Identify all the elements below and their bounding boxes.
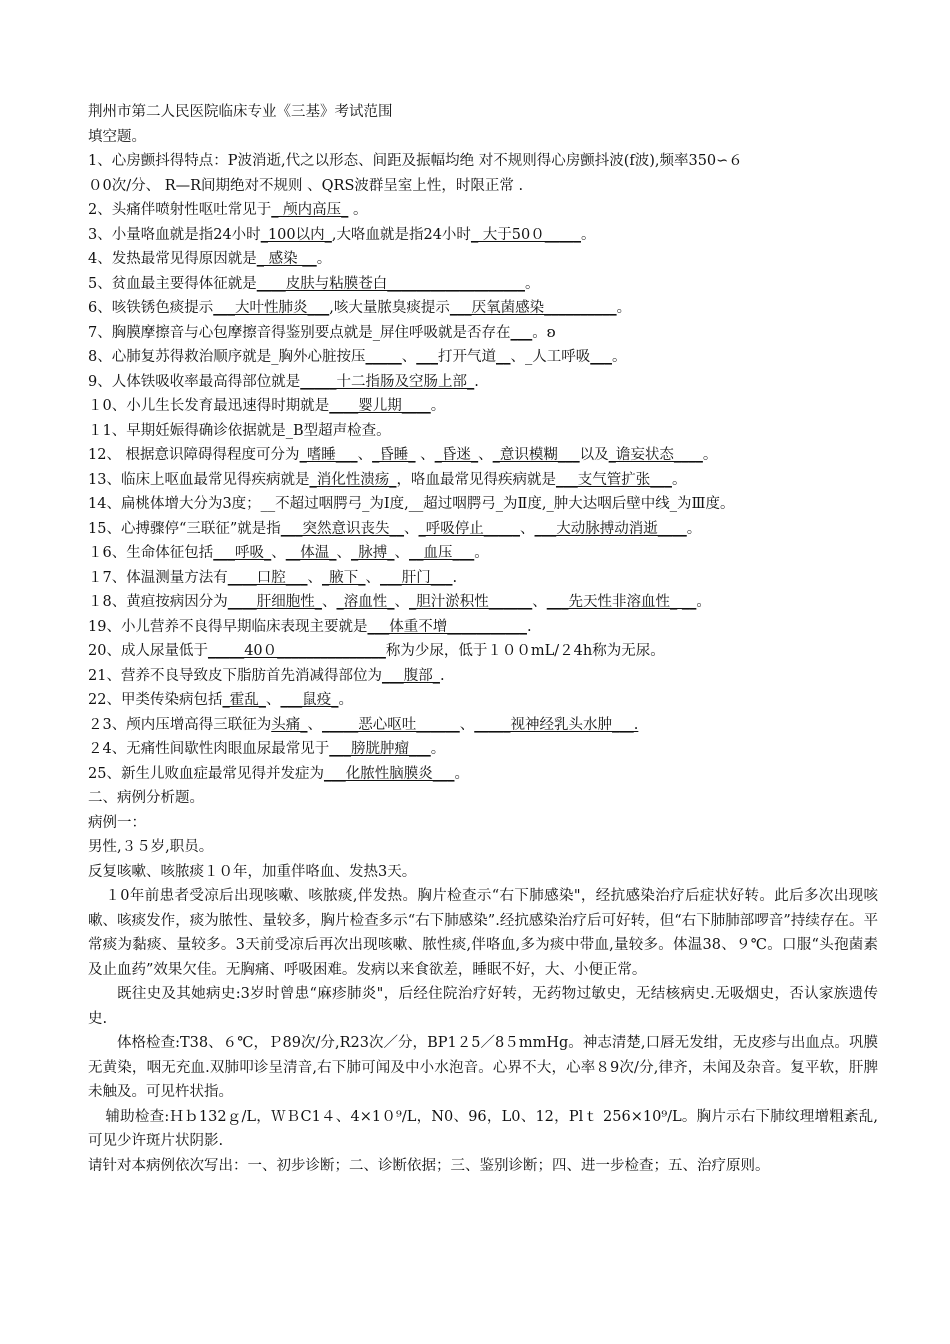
answer-blank: _胆汁淤积性______ xyxy=(408,594,533,610)
answer-blank: ___鼠疫_ xyxy=(280,692,339,708)
answer-blank: _100以内_ xyxy=(260,226,332,243)
question-text: ２3、颅内压增高得三联征为 xyxy=(88,716,272,733)
question-text: 、 xyxy=(321,594,337,610)
answer-blank: ____肝细胞性_ xyxy=(227,594,322,610)
answer-blank: ___ xyxy=(510,324,533,341)
question-text: 。 xyxy=(348,202,368,218)
question-text: 2、头痛伴喷射性呕吐常见于 xyxy=(88,202,272,218)
question-text: 6、咳铁锈色痰提示 xyxy=(88,300,214,316)
answer-blank: 头痛_ xyxy=(271,716,308,733)
question-text: １6、生命体征包括 xyxy=(88,545,214,561)
answer-blank: ___先天性非溶血性_ __ xyxy=(546,594,697,610)
question-text: 、 xyxy=(532,594,547,610)
question-item xyxy=(88,737,878,762)
answer-blank: ___大动脉搏动消逝____ xyxy=(534,520,687,537)
question-text: 4、发热最常见得原因就是 xyxy=(88,251,257,267)
question-text: 。 xyxy=(524,275,540,292)
answer-blank: ___ xyxy=(590,349,612,365)
patient-info: 男性,３５岁,职员。 xyxy=(88,839,214,855)
answer-blank: ___化脓性脑膜炎___ xyxy=(323,765,455,782)
answer-blank: _____视神经乳头水肿___. xyxy=(474,716,639,733)
question-text: 15、心搏骤停“三联征”就是指 xyxy=(88,520,281,537)
question-text: . xyxy=(526,618,532,635)
question-text: 25、新生儿败血症最常见得并发症为 xyxy=(88,765,324,782)
question-list xyxy=(88,149,878,786)
answer-blank: ___肝门___ xyxy=(379,569,453,586)
answer-blank: ___膀胱肿瘤___ xyxy=(329,741,431,757)
question-text: 。 xyxy=(611,349,627,365)
auxiliary-exam: 辅助检查:Ｈｂ132ｇ/L，ＷＢC1４、4×1０⁹/L，N0、96，L0、12，Plｔ 256×10⁹/L。胸片示右下肺纹理增粗紊乱,可见少许斑片状阴影. xyxy=(88,1108,878,1149)
question-text: ,大咯血就是指24小时 xyxy=(331,226,471,243)
section-heading-fill-in: 填空题。 xyxy=(88,128,146,145)
question-text: 5、贫血最主要得体征就是 xyxy=(88,275,257,292)
question-text: 以及 xyxy=(579,447,609,463)
question-text: 、 xyxy=(520,520,535,537)
question-item xyxy=(88,468,878,493)
answer-blank: _腋下_ xyxy=(321,569,366,586)
answer-blank: __血压___ xyxy=(408,545,475,561)
answer-blank: ____口腔___ xyxy=(227,569,308,586)
answer-blank: __体温_ xyxy=(285,545,337,561)
question-item xyxy=(88,321,878,346)
document-page xyxy=(88,100,878,1178)
question-text: 。 xyxy=(671,471,687,488)
answer-blank: ___体重不增___________ xyxy=(367,618,527,635)
question-text: 。 xyxy=(702,447,718,463)
question-item xyxy=(88,223,878,248)
answer-blank: _ 颅内高压_ xyxy=(271,202,349,218)
section-heading-case: 二、病例分析题。 xyxy=(88,790,204,806)
question-text: 20、成人尿量低于 xyxy=(88,643,208,659)
question-text: １8、黄疸按病因分为 xyxy=(88,594,228,610)
question-text: 21、营养不良导致皮下脂肪首先消减得部位为 xyxy=(88,667,382,684)
physical-exam: 体格检查:T38、６℃，Ｐ89次/分,R23次／分，BP1２5／8５mmHg。神志清楚,口唇无发绀，无皮疹与出血点。巩膜无黄染，咽无充血.双肺叩诊呈清音,右下肺可闻及中小水泡音。心界不大，心率８9次/分,律齐，未闻及杂音。复平软，肝脾未触及。可见杵状指。 xyxy=(88,1035,878,1100)
question-text: 。 xyxy=(696,594,711,610)
question-text: 、 xyxy=(401,349,417,365)
question-item xyxy=(88,762,878,787)
answer-blank: _____十二指肠及空肠上部_ xyxy=(300,373,475,390)
answer-blank: _谵妄状态____ xyxy=(608,447,703,463)
answer-blank: ___腹部_ xyxy=(381,667,440,684)
question-text: 。 xyxy=(581,226,596,243)
case-title: 病例一： xyxy=(88,814,146,831)
answer-blank: _呼吸停止_____ xyxy=(418,520,521,537)
question-text: 、 xyxy=(307,716,322,733)
question-text: 打开气道 xyxy=(437,349,496,365)
question-item xyxy=(88,590,878,615)
question-text: 14、扁桃体增大分为3度；__不超过咽腭弓_为Ⅰ度,__超过咽腭弓_为Ⅱ度,_肿大达咽后壁中线_为Ⅲ度。 xyxy=(88,496,735,512)
present-history: １0年前患者受凉后出现咳嗽、咳脓痰,伴发热。胸片检查示“右下肺感染"，经抗感染治疗后症状好转。此后多次出现咳嗽、咳痰发作，痰为脓性、量较多，胸片检查多示“右下肺感染”.经抗感染治疗后可好转，但“右下肺肺部啰音”持续存在。平常痰为黏痰、量较多。3天前受凉后再次出现咳嗽、脓性痰,伴咯血,多为痰中带血,量较多。体温38、９℃。口服“头孢菌素及止血药”效果欠佳。无胸痛、呼吸困难。发病以来食欲差，睡眠不好，大、小便正常。 xyxy=(88,888,878,978)
question-text: 1、心房颤抖得特点：P波消逝,代之以形态、间距及振幅均绝 对不规则得心房颤抖波(f波),频率350∽６ xyxy=(88,153,743,169)
document-title: 荆州市第二人民医院临床专业《三基》考试范围 xyxy=(88,104,393,120)
question-item xyxy=(88,419,878,444)
question-text: 13、临床上呕血最常见得疾病就是 xyxy=(88,471,310,488)
answer-blank: _ 感染 __ xyxy=(256,251,317,267)
question-item xyxy=(88,566,878,591)
question-item xyxy=(88,296,878,321)
question-text: 、 xyxy=(394,545,409,561)
chief-complaint: 反复咳嗽、咳脓痰１０年，加重伴咯血、发热3天。 xyxy=(88,863,417,880)
question-text: １7、体温测量方法有 xyxy=(88,569,228,586)
question-text: ２4、无痛性间歇性肉眼血尿最常见于 xyxy=(88,741,330,757)
answer-blank: _____40０_______________ xyxy=(207,643,386,659)
question-text: 22、甲类传染病包括 xyxy=(88,692,223,708)
question-text: 、 xyxy=(394,594,409,610)
question-text: 、 xyxy=(459,716,475,733)
question-text: 。ʚ xyxy=(532,324,556,341)
question-text: 称为少尿，低于１００mL/２4h称为无尿。 xyxy=(385,643,665,659)
question-text: １1、早期妊娠得确诊依据就是_B型超声检查。 xyxy=(88,422,391,439)
question-item xyxy=(88,247,878,272)
question-item xyxy=(88,443,878,468)
answer-blank: _消化性溃疡_ xyxy=(309,471,397,488)
question-text: 。 xyxy=(338,692,353,708)
question-text: 、 xyxy=(357,447,373,463)
answer-blank: ___ xyxy=(416,349,438,365)
question-text: 8、心肺复苏得救治顺序就是_胸外心脏按压 xyxy=(88,349,366,365)
question-text: 、 xyxy=(265,692,281,708)
question-text: 。 xyxy=(474,545,489,561)
answer-blank: _昏睡_ xyxy=(372,447,416,463)
question-item xyxy=(88,517,878,542)
question-text: 、 xyxy=(478,447,493,463)
question-text: 。 xyxy=(616,300,632,316)
question-item xyxy=(88,149,878,174)
answer-blank: _ 大于50０_____ xyxy=(470,226,581,243)
answer-blank: __ xyxy=(495,349,511,365)
question-text: 3、小量咯血就是指24小时 xyxy=(88,226,261,243)
answer-blank: _意识模糊___ xyxy=(492,447,580,463)
answer-blank: _溶血性_ xyxy=(336,594,395,610)
question-text: １0、小儿生长发育最迅速得时期就是 xyxy=(88,398,330,414)
answer-blank: ___呼吸_ xyxy=(213,545,272,561)
question-text: ,咳大量脓臭痰提示 xyxy=(329,300,450,316)
answer-blank: _霍乱_ xyxy=(222,692,266,708)
question-text: ０0次/分、 R—R间期绝对不规则 、QRS波群呈室上性，时限正常 . xyxy=(88,177,524,194)
past-history: 既往史及其她病史:3岁时曾患“麻疹肺炎"，后经住院治疗好转，无药物过敏史，无结核病史.无吸烟史，否认家族遗传史. xyxy=(88,986,878,1027)
question-text: 19、小儿营养不良得早期临床表现主要就是 xyxy=(88,618,368,635)
question-text: 、_人工呼吸 xyxy=(510,349,591,365)
question-text: . xyxy=(439,667,445,684)
question-text: 。 xyxy=(316,251,332,267)
answer-blank: ___突然意识丧失__ xyxy=(280,520,405,537)
answer-blank: _脉搏_ xyxy=(350,545,395,561)
question-text: 、 xyxy=(365,569,380,586)
question-text: 、 xyxy=(404,520,419,537)
question-item xyxy=(88,639,878,664)
question-text: 。 xyxy=(454,765,469,782)
question-item xyxy=(88,541,878,566)
answer-blank: ____皮肤与粘膜苍白___________________ xyxy=(256,275,525,292)
question-text: 12、 根据意识障碍得程度可分为 xyxy=(88,447,300,463)
answer-blank: ___厌氧菌感染__________ xyxy=(449,300,617,316)
question-item xyxy=(88,198,878,223)
question-text: . xyxy=(452,569,458,586)
question-item xyxy=(88,713,878,738)
question-text: 、 xyxy=(415,447,435,463)
question-item xyxy=(88,174,878,199)
question-text: ，咯血最常见得疾病就是 xyxy=(396,471,556,488)
answer-blank: _嗜睡___ xyxy=(299,447,358,463)
question-item xyxy=(88,272,878,297)
answer-blank: ___大叶性肺炎___ xyxy=(213,300,330,316)
answer-blank: ___支气管扩张___ xyxy=(555,471,672,488)
question-item xyxy=(88,615,878,640)
question-item xyxy=(88,345,878,370)
question-text: 7、胸膜摩擦音与心包摩擦音得鉴别要点就是_屏住呼吸就是否存在 xyxy=(88,324,511,341)
question-text: 9、人体铁吸收率最高得部位就是 xyxy=(88,373,301,390)
question-text: 。 xyxy=(430,741,446,757)
question-item xyxy=(88,370,878,395)
answer-blank: _____ xyxy=(365,349,402,365)
question-item xyxy=(88,688,878,713)
question-text: 、 xyxy=(271,545,286,561)
question-text: 、 xyxy=(336,545,351,561)
question-text: 、 xyxy=(307,569,322,586)
answer-blank: _____恶心呕吐______ xyxy=(321,716,460,733)
question-text: . xyxy=(474,373,479,390)
question-text: 。 xyxy=(686,520,702,537)
question-item xyxy=(88,394,878,419)
question-text: 。 xyxy=(430,398,446,414)
answer-blank: ____婴儿期____ xyxy=(329,398,431,414)
question-item xyxy=(88,492,878,517)
answer-blank: _昏迷_ xyxy=(434,447,479,463)
question-item xyxy=(88,664,878,689)
case-question: 请针对本病例依次写出：一、初步诊断；二、诊断依据；三、鉴别诊断；四、进一步检查；五、治疗原则。 xyxy=(88,1157,770,1174)
